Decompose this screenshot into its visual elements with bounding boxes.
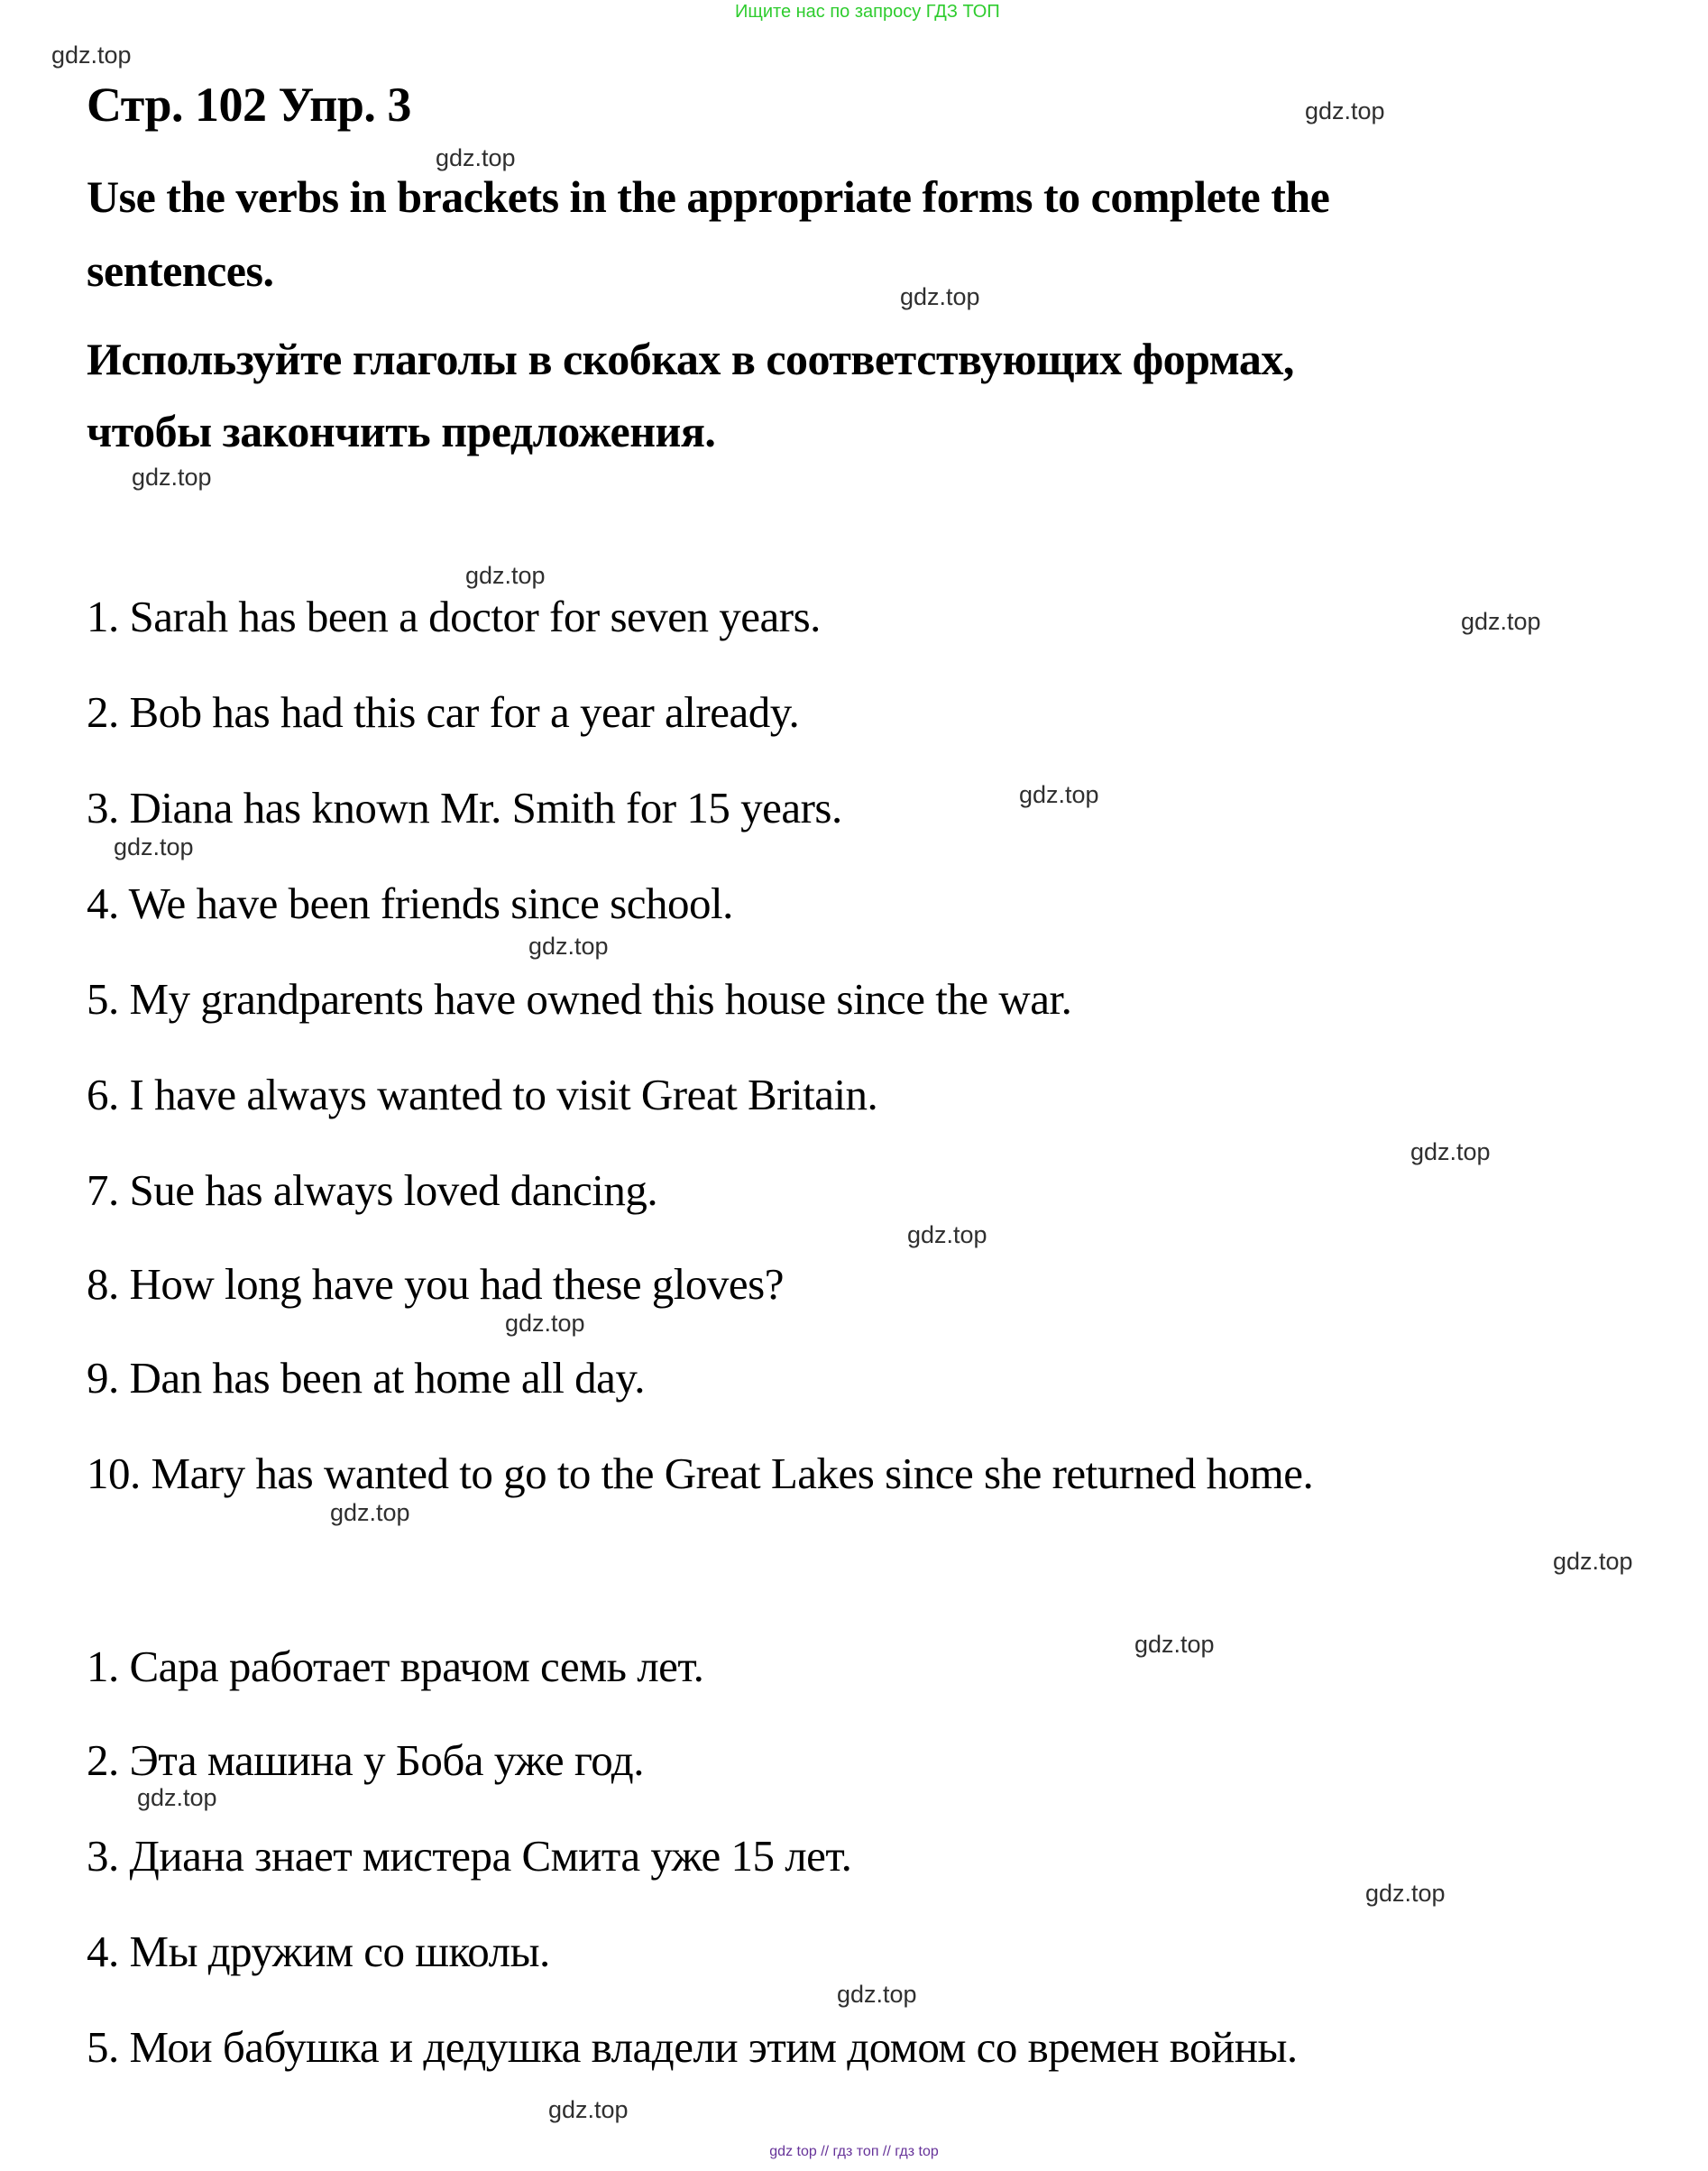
task-text-en-line2: sentences. [87,245,274,296]
gdz-watermark: gdz.top [132,464,212,491]
gdz-watermark: gdz.top [114,833,194,860]
gdz-watermark: gdz.top [51,41,132,69]
answer-item-en-10: 10. Mary has wanted to go to the Great Lakes since she returned home. [87,1449,1314,1498]
gdz-watermark: gdz.top [907,1221,987,1248]
task-text-ru-line2: чтобы закончить предложения. [87,406,716,456]
answer-item-en-2: 2. Bob has had this car for a year already. [87,687,800,737]
answer-item-ru-3: 3. Диана знает мистера Смита уже 15 лет. [87,1831,852,1881]
gdz-watermark: gdz.top [436,144,516,171]
gdz-watermark: gdz.top [1365,1880,1446,1907]
gdz-watermark: gdz.top [548,2096,629,2123]
gdz-watermark: gdz.top [330,1499,410,1526]
answer-item-ru-4: 4. Мы дружим со школы. [87,1927,550,1976]
gdz-watermark: gdz.top [900,283,980,310]
answer-item-en-7: 7. Sue has always loved dancing. [87,1165,658,1215]
answer-item-en-9: 9. Dan has been at home all day. [87,1353,645,1403]
gdz-watermark: gdz.top [837,1981,917,2008]
gdz-watermark: gdz.top [1305,97,1385,124]
answer-item-en-6: 6. I have always wanted to visit Great Britain. [87,1070,878,1119]
gdz-watermark: gdz.top [1461,608,1541,635]
promo-note: Ищите нас по запросу ГДЗ ТОП [735,2,1000,22]
answer-item-ru-5: 5. Мои бабушка и дедушка владели этим домом со времен войны. [87,2022,1298,2072]
answer-item-ru-1: 1. Сара работает врачом семь лет. [87,1642,704,1691]
gdz-watermark: gdz.top [1553,1548,1633,1575]
task-text-ru-line1: Используйте глаголы в скобках в соответствующих формах, [87,334,1294,384]
answer-item-en-4: 4. We have been friends since school. [87,879,733,928]
answer-item-en-3: 3. Diana has known Mr. Smith for 15 years. [87,783,842,833]
gdz-watermark: gdz.top [137,1784,217,1811]
page-title: Стр. 102 Упр. 3 [87,78,411,132]
gdz-watermark: gdz.top [505,1310,585,1337]
answer-item-en-5: 5. My grandparents have owned this house since the war. [87,974,1072,1024]
gdz-watermark: gdz.top [528,933,609,960]
gdz-watermark: gdz.top [1134,1631,1215,1658]
gdz-watermark: gdz.top [1410,1138,1491,1165]
answer-item-en-1: 1. Sarah has been a doctor for seven years. [87,592,821,641]
gdz-watermark: gdz.top [1019,781,1099,808]
answer-item-en-8: 8. How long have you had these gloves? [87,1259,784,1309]
answer-item-ru-2: 2. Эта машина у Боба уже год. [87,1735,644,1785]
task-text-en-line1: Use the verbs in brackets in the appropriate forms to complete the [87,171,1330,222]
footer-note: gdz top // гдз топ // гдз top [769,2144,939,2159]
gdz-watermark: gdz.top [465,562,546,589]
